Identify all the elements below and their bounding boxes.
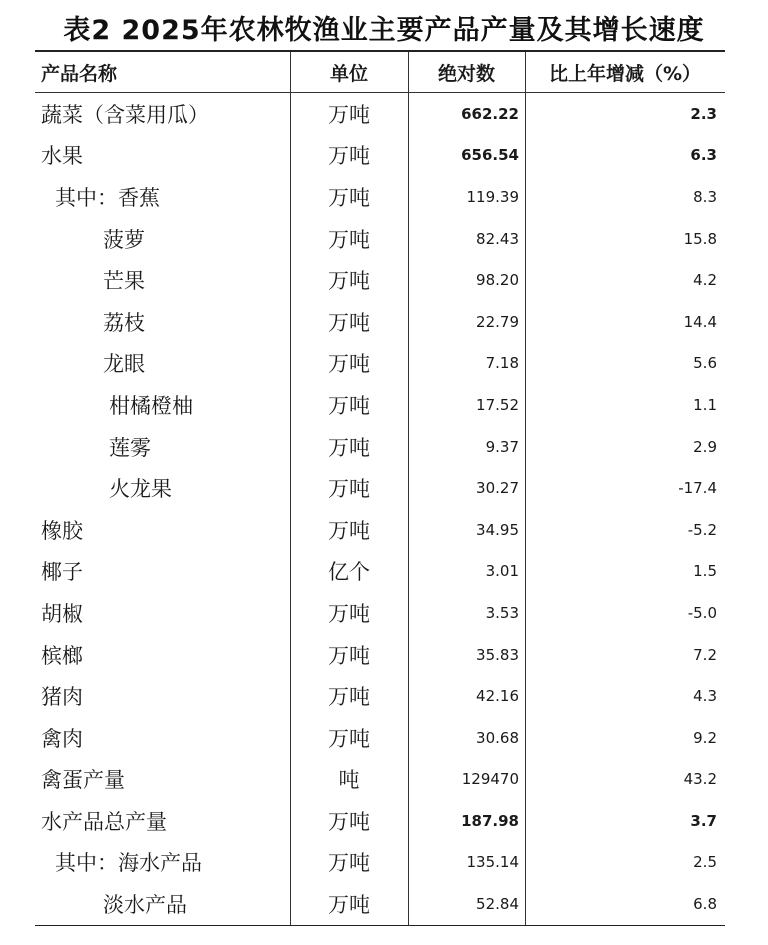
row-change-percent: 14.4 (683, 312, 717, 331)
row-product-name: 禽蛋产量 (41, 768, 125, 793)
table-row (35, 509, 725, 551)
page-title: 表2 2025年农林牧渔业主要产品产量及其增长速度 (63, 15, 705, 46)
row-product-name: 其中：海水产品 (55, 851, 202, 876)
table-header-row (35, 52, 725, 93)
row-product-name: 胡椒 (41, 601, 83, 626)
row-product-name: 荔枝 (103, 310, 145, 335)
table-row (35, 218, 725, 260)
row-product-name: 其中：香蕉 (55, 185, 160, 210)
row-absolute-value: 30.27 (476, 479, 519, 498)
row-unit: 万吨 (328, 685, 370, 710)
row-unit: 万吨 (328, 269, 370, 294)
row-product-name: 莲雾 (109, 435, 151, 460)
row-change-percent: 5.6 (693, 354, 717, 373)
table-row (35, 176, 725, 218)
row-unit: 万吨 (328, 477, 370, 502)
row-product-name: 猪肉 (41, 685, 83, 710)
row-absolute-value: 52.84 (476, 895, 519, 914)
row-unit: 亿个 (328, 560, 370, 585)
table-row (35, 135, 725, 177)
row-absolute-value: 22.79 (476, 312, 519, 331)
row-change-percent: -5.2 (687, 520, 717, 539)
row-absolute-value: 135.14 (466, 853, 519, 872)
row-absolute-value: 187.98 (461, 811, 519, 830)
row-unit: 万吨 (328, 809, 370, 834)
row-change-percent: 9.2 (693, 728, 717, 747)
row-unit: 万吨 (328, 102, 370, 127)
row-product-name: 水果 (41, 144, 83, 169)
row-absolute-value: 42.16 (476, 687, 519, 706)
row-product-name: 柑橘橙柚 (109, 393, 193, 418)
data-table (35, 50, 725, 926)
row-change-percent: 4.2 (693, 271, 717, 290)
row-unit: 万吨 (328, 435, 370, 460)
row-change-percent: 2.9 (693, 437, 717, 456)
row-unit: 吨 (338, 768, 360, 793)
row-product-name: 椰子 (41, 560, 83, 585)
row-unit: 万吨 (328, 643, 370, 668)
row-absolute-value: 17.52 (476, 395, 519, 414)
table-row (35, 301, 725, 343)
row-absolute-value: 662.22 (461, 104, 519, 123)
row-change-percent: -17.4 (678, 479, 717, 498)
table-row (35, 883, 725, 925)
row-change-percent: 4.3 (693, 687, 717, 706)
row-change-percent: 6.3 (690, 146, 717, 165)
row-change-percent: 2.3 (690, 104, 717, 123)
table-row (35, 343, 725, 385)
row-product-name: 槟榔 (41, 643, 83, 668)
row-unit: 万吨 (328, 893, 370, 918)
table-row (35, 551, 725, 593)
row-change-percent: 15.8 (683, 229, 717, 248)
row-unit: 万吨 (328, 310, 370, 335)
header-absolute-value: 绝对数 (437, 62, 495, 85)
row-change-percent: 8.3 (693, 187, 717, 206)
table-row (35, 675, 725, 717)
table-row (35, 384, 725, 426)
row-unit: 万吨 (328, 352, 370, 377)
row-product-name: 芒果 (103, 269, 145, 294)
row-change-percent: 7.2 (693, 645, 717, 664)
row-absolute-value: 656.54 (461, 146, 519, 165)
row-unit: 万吨 (328, 601, 370, 626)
row-product-name: 火龙果 (109, 477, 172, 502)
table-row (35, 93, 725, 135)
row-product-name: 龙眼 (103, 352, 145, 377)
row-product-name: 橡胶 (41, 518, 83, 543)
row-change-percent: 1.5 (693, 562, 717, 581)
row-unit: 万吨 (328, 144, 370, 169)
row-change-percent: 6.8 (693, 895, 717, 914)
row-change-percent: -5.0 (687, 603, 717, 622)
row-absolute-value: 7.18 (485, 354, 519, 373)
row-unit: 万吨 (328, 851, 370, 876)
row-unit: 万吨 (328, 393, 370, 418)
table-row (35, 426, 725, 468)
row-absolute-value: 34.95 (476, 520, 519, 539)
header-product-name: 产品名称 (41, 62, 118, 85)
header-unit: 单位 (329, 62, 368, 85)
table-row (35, 592, 725, 634)
row-change-percent: 1.1 (693, 395, 717, 414)
row-absolute-value: 3.53 (485, 603, 519, 622)
row-change-percent: 2.5 (693, 853, 717, 872)
row-unit: 万吨 (328, 185, 370, 210)
row-absolute-value: 82.43 (476, 229, 519, 248)
table-row (35, 759, 725, 801)
row-absolute-value: 119.39 (466, 187, 519, 206)
row-change-percent: 3.7 (690, 811, 717, 830)
row-absolute-value: 98.20 (476, 271, 519, 290)
row-product-name: 蔬菜（含菜用瓜） (41, 102, 209, 127)
row-change-percent: 43.2 (683, 770, 717, 789)
table-row (35, 634, 725, 676)
table-row (35, 259, 725, 301)
row-product-name: 水产品总产量 (41, 809, 167, 834)
row-product-name: 禽肉 (41, 726, 83, 751)
header-change-percent: 比上年增减（%） (548, 62, 702, 85)
row-absolute-value: 3.01 (485, 562, 519, 581)
table-row (35, 467, 725, 509)
row-unit: 万吨 (328, 518, 370, 543)
row-product-name: 菠萝 (103, 227, 145, 252)
row-unit: 万吨 (328, 726, 370, 751)
row-absolute-value: 35.83 (476, 645, 519, 664)
row-absolute-value: 9.37 (485, 437, 519, 456)
table-row (35, 842, 725, 884)
row-absolute-value: 30.68 (476, 728, 519, 747)
row-absolute-value: 129470 (461, 770, 519, 789)
table-row (35, 717, 725, 759)
row-unit: 万吨 (328, 227, 370, 252)
table-row (35, 800, 725, 842)
row-product-name: 淡水产品 (103, 893, 187, 918)
